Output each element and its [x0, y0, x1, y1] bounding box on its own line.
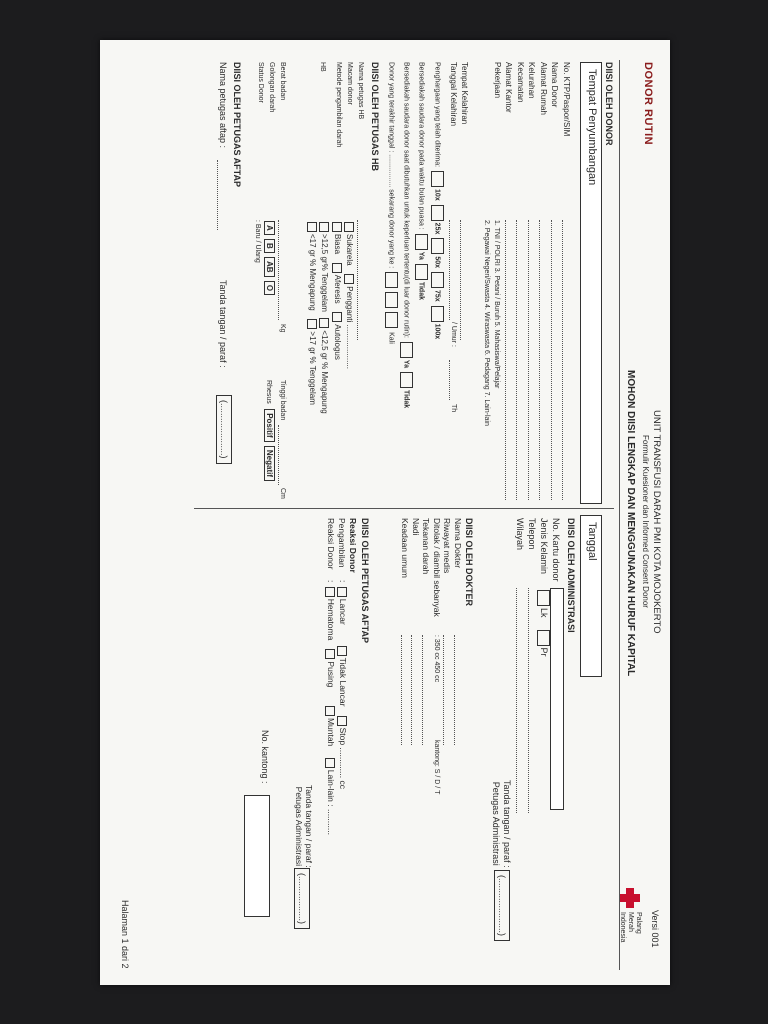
- instruction-text: MOHON DIISI LENGKAP DAN MENGGUNAKAN HURUF KAPITAL: [625, 370, 636, 677]
- rotated-form: [100, 40, 670, 985]
- last-donor-row: Donor yang terakhir tanggal : ................. sekarang donor yang ke : Kali: [385, 62, 398, 344]
- blood-pressure-input[interactable]: [422, 635, 423, 745]
- gender-lk-checkbox[interactable]: [537, 590, 550, 606]
- unit-name: UNIT TRANSFUSI DARAH PMI KOTA MOJOKERTO: [651, 410, 662, 634]
- award-75-checkbox[interactable]: [431, 272, 444, 288]
- group-ab-option[interactable]: AB: [264, 257, 275, 277]
- weight-input[interactable]: [278, 220, 279, 320]
- card-number-input[interactable]: [550, 588, 564, 810]
- aftap-officer-input[interactable]: [217, 160, 218, 230]
- bag-number-label: No. kantong :: [260, 730, 270, 784]
- rhesus-negative-option[interactable]: Negatif: [264, 446, 275, 481]
- stop-checkbox[interactable]: [337, 716, 347, 726]
- pmi-logo-text: Palang Merah Indonesia: [619, 912, 642, 943]
- donor-count-box-1[interactable]: [385, 272, 398, 288]
- phone-input[interactable]: [528, 588, 529, 813]
- hb-gt17-checkbox[interactable]: [307, 319, 317, 329]
- collection-options: : Lancar Tidak Lancar Stop ............. cc: [338, 580, 348, 789]
- aftap-right-sign-box[interactable]: (..................): [294, 868, 310, 929]
- region-input[interactable]: [516, 588, 517, 813]
- height-unit: Cm: [279, 488, 286, 499]
- award-10-checkbox[interactable]: [431, 171, 444, 187]
- autologus-checkbox[interactable]: [332, 312, 342, 322]
- body-labels: Berat badan Golongan darah Status Donor: [257, 62, 286, 113]
- emergency-no-checkbox[interactable]: [400, 372, 413, 388]
- donor-count-box-2[interactable]: [385, 292, 398, 308]
- bag-type-options[interactable]: kantong: S / D / T: [433, 740, 440, 795]
- general-condition-input[interactable]: [401, 635, 402, 745]
- form-sheet: [100, 40, 670, 985]
- kelurahan-input[interactable]: [528, 220, 529, 500]
- lancar-checkbox[interactable]: [337, 587, 347, 597]
- admin-sign-block: Tanda tangan / paraf : Petugas Administrasi: [491, 780, 512, 868]
- donor-field-labels: No. KTP/Paspor/SIM Nama Donor Alamat Rumah Kelurahan Kecamatan Alamat Kantor Pekerjaan: [493, 62, 571, 137]
- award-50-checkbox[interactable]: [431, 238, 444, 254]
- hematoma-checkbox[interactable]: [325, 587, 335, 597]
- fasting-row: Bersediakah saudara donor pada waktu bulan puasa : Ya Tidak: [415, 62, 428, 300]
- doctor-name-input[interactable]: [454, 635, 455, 745]
- admin-sign-box[interactable]: (......................): [494, 870, 510, 941]
- form-subtitle: Formulir Kuesioner dan Informed Consent Donor: [641, 435, 650, 608]
- pusing-checkbox[interactable]: [325, 649, 335, 659]
- blood-group-options: [264, 220, 275, 296]
- method-options: Biasa Aferesis Autologus: [332, 220, 342, 360]
- aftap-right-sign-block: Tanda tangan / paraf : Petugas Administrasi: [294, 785, 314, 868]
- pmi-cross-icon: [620, 888, 640, 908]
- aftap-sign-box[interactable]: (.....................): [216, 395, 232, 464]
- aftap-labels: Pengambilan Reaksi Donor: [326, 518, 347, 570]
- office-input[interactable]: [505, 220, 506, 500]
- date-field[interactable]: [580, 515, 602, 677]
- sukarela-checkbox[interactable]: [344, 222, 354, 232]
- page-number: Halaman 1 dari 2: [120, 900, 130, 969]
- job-options-1[interactable]: 1. TNI / POLRI 3. Petani / Buruh 5. Mahasiswa/Pelajar: [493, 220, 500, 389]
- doctor-section-title: DIISI OLEH DOKTER: [464, 518, 474, 607]
- admin-labels: No. Kartu donor Jenis Kelamin Telepon Wilayah: [515, 518, 561, 582]
- hb-labels: Nama petugas HB Macam donor Metode pengambilan darah: [335, 62, 364, 148]
- date-label: Tanggal: [586, 522, 598, 561]
- reaction-header: Reaksi Donor: [348, 518, 358, 573]
- rhesus-positive-option[interactable]: Positif: [264, 409, 275, 441]
- award-25-checkbox[interactable]: [431, 205, 444, 221]
- weight-unit: Kg: [279, 324, 286, 333]
- version-label: Versi 001: [650, 910, 660, 948]
- medical-history-input[interactable]: [443, 635, 444, 745]
- address-input[interactable]: [539, 220, 540, 500]
- age-unit: Th: [450, 404, 457, 413]
- emergency-yes-checkbox[interactable]: [400, 342, 413, 358]
- name-input[interactable]: [551, 220, 552, 500]
- admin-section-title: DIISI OLEH ADMINISTRASI: [566, 518, 576, 633]
- height-input[interactable]: [278, 425, 279, 485]
- fasting-yes-checkbox[interactable]: [415, 234, 428, 250]
- emergency-row: Bersediakah saudara donor saat dibutuhkan untuk keperluan tertentu(di luar donor rutin): Ya Tidak: [400, 62, 413, 408]
- hb-section-title: DIISI OLEH PETUGAS HB: [370, 62, 380, 172]
- award-100-checkbox[interactable]: [431, 306, 444, 322]
- pengganti-checkbox[interactable]: [344, 274, 354, 284]
- kecamatan-input[interactable]: [516, 220, 517, 500]
- hb-label: HB: [319, 62, 326, 72]
- pulse-input[interactable]: [411, 635, 412, 745]
- aftap-officer-label: Nama petugas aftap :: [218, 62, 228, 149]
- job-options-2[interactable]: 2. Pegawai Negeri/Swasta 4. Wiraswasta 6. Pedagang 7. Lain-lain: [483, 220, 490, 426]
- hb-gt125-checkbox[interactable]: [319, 222, 329, 232]
- aftap-right-title: DIISI OLEH PETUGAS AFTAP: [360, 518, 370, 644]
- bag-number-input[interactable]: [244, 795, 270, 917]
- ktp-input[interactable]: [562, 220, 563, 500]
- place-field[interactable]: [580, 62, 602, 504]
- hb-options: >12,5 gr% Tenggelam <12,5 gr % Mengapung <17 gr % Mengapung >17 gr % Tenggelam: [306, 220, 330, 414]
- gender-pr-checkbox[interactable]: [537, 630, 550, 646]
- group-o-option[interactable]: O: [264, 281, 275, 295]
- awards-row: Penghargaan yang telah diterima: 10x 25x 50x 75x 100x: [431, 62, 444, 339]
- doctor-labels: Nama Dokter Riwayat medis Ditolak / diambil sebanyak Tekanan darah Nadi Keadaan umum: [400, 518, 463, 617]
- hb-lt125-checkbox[interactable]: [319, 318, 329, 328]
- birth-labels: Tempat Kelahiran Tanggal Kelahiran: [449, 62, 469, 127]
- muntah-checkbox[interactable]: [325, 706, 335, 716]
- hb-lt17-checkbox[interactable]: [307, 222, 317, 232]
- group-a-option[interactable]: A: [264, 221, 275, 235]
- place-label: Tempat Penyumbangan: [586, 69, 598, 186]
- aferesis-checkbox[interactable]: [332, 263, 342, 273]
- fasting-no-checkbox[interactable]: [415, 264, 428, 280]
- volume-options[interactable]: : 350 cc 450 cc: [433, 635, 440, 683]
- hb-officer-input[interactable]: [357, 220, 358, 340]
- reaction-options: : Hematoma Pusing Muntah Lain-lain : ...........: [326, 580, 336, 835]
- form-title: DONOR RUTIN: [642, 62, 654, 146]
- birthplace-input[interactable]: [460, 220, 461, 340]
- biasa-checkbox[interactable]: [332, 222, 342, 232]
- donor-kind-options: Sukarela Pengganti ....................: [344, 220, 354, 369]
- gender-options: Lk Pr: [537, 588, 550, 657]
- group-b-option[interactable]: B: [264, 239, 275, 253]
- tidak-lancar-checkbox[interactable]: [337, 646, 347, 656]
- status-options[interactable]: : Baru / Ulang: [254, 220, 261, 263]
- height-label: Tinggi badan: [279, 380, 286, 421]
- aftap-sign-label: Tanda tangan / paraf :: [218, 280, 228, 368]
- aftap-left-title: DIISI OLEH PETUGAS AFTAP: [232, 62, 242, 188]
- age-label: / Umur :: [450, 322, 457, 347]
- lain-lain-checkbox[interactable]: [325, 758, 335, 768]
- birthdate-input[interactable]: [449, 220, 450, 320]
- rhesus-row: Rhesus Positif Negatif: [264, 380, 275, 482]
- donor-count-box-3[interactable]: [385, 312, 398, 328]
- donor-section-title: DIISI OLEH DONOR: [604, 62, 614, 146]
- age-input[interactable]: [449, 360, 450, 400]
